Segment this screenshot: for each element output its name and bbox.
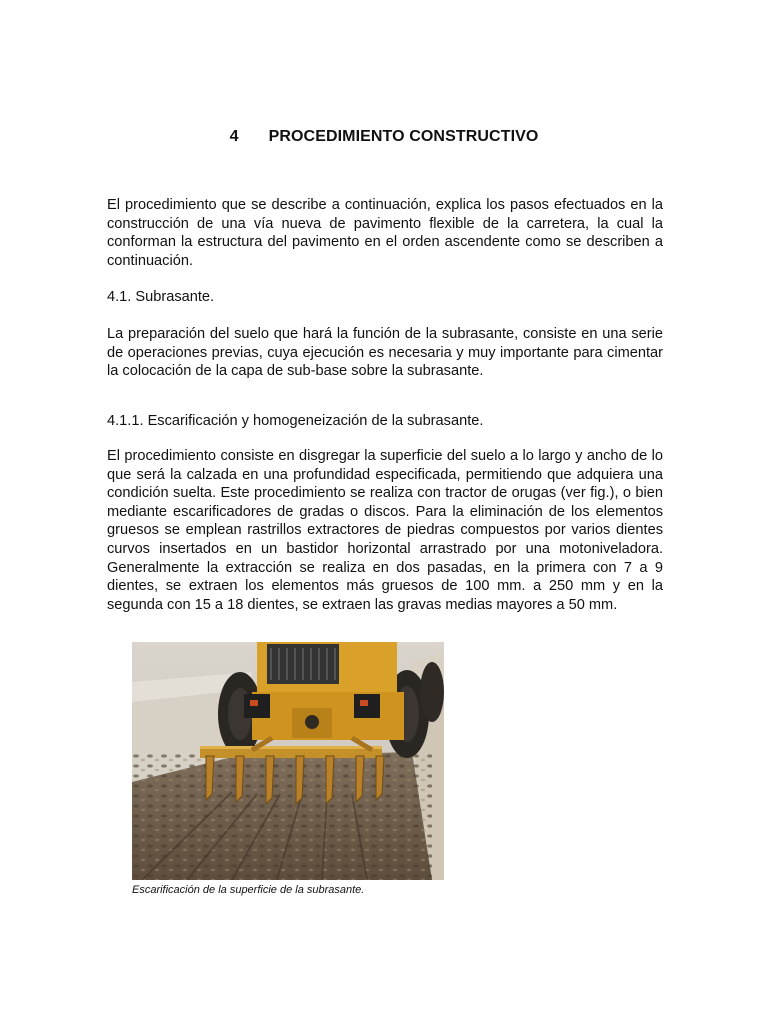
figure-caption: Escarificación de la superficie de la subrasante. [132,884,365,896]
section-4-1-1-paragraph: El procedimiento consiste en disgregar la superficie del suelo a lo largo y ancho de lo que será la calzada en una profundidad especificada, permitiendo que adquiera una condición suelta. Este procedimiento se realiza con tractor de orugas (ver fig.), o bien mediante escarificadores de gradas o discos. Para la eliminación de los elementos gruesos se emplean rastrillos extractores de piedras compuestos por varios dientes curvos insertados en un bastidor horizontal arrastrado por una motoniveladora. Generalmente la extracción se realiza en dos pasadas, en la primera con 7 a 9 dientes, se extraen los elementos más gruesos de 100 mm. a 250 mm y en la segunda con 15 a 18 dientes, se extraen las gravas medias mayores a 50 mm. [107,448,663,613]
chapter-title [0,128,768,146]
section-4-1-paragraph: La preparación del suelo que hará la función de la subrasante, consiste en una serie de operaciones previas, cuya ejecución es necesaria y muy importante para cimentar la colocación de la capa de sub-base sobre la subrasante. [107,326,663,380]
section-heading-4-1: 4.1. Subrasante. [107,289,215,305]
chapter-title-text: PROCEDIMIENTO CONSTRUCTIVO [268,128,539,145]
motor-grader-ripper-photo [132,642,444,880]
section-heading-4-1-1: 4.1.1. Escarificación y homogeneización de la subrasante. [107,413,484,429]
chapter-number: 4 [229,128,239,145]
intro-paragraph: El procedimiento que se describe a continuación, explica los pasos efectuados en la construcción de una vía nueva de pavimento flexible de la carretera, la cual la conforman la estructura del pavimento en el orden ascendente como se describen a continuación. [107,197,663,269]
